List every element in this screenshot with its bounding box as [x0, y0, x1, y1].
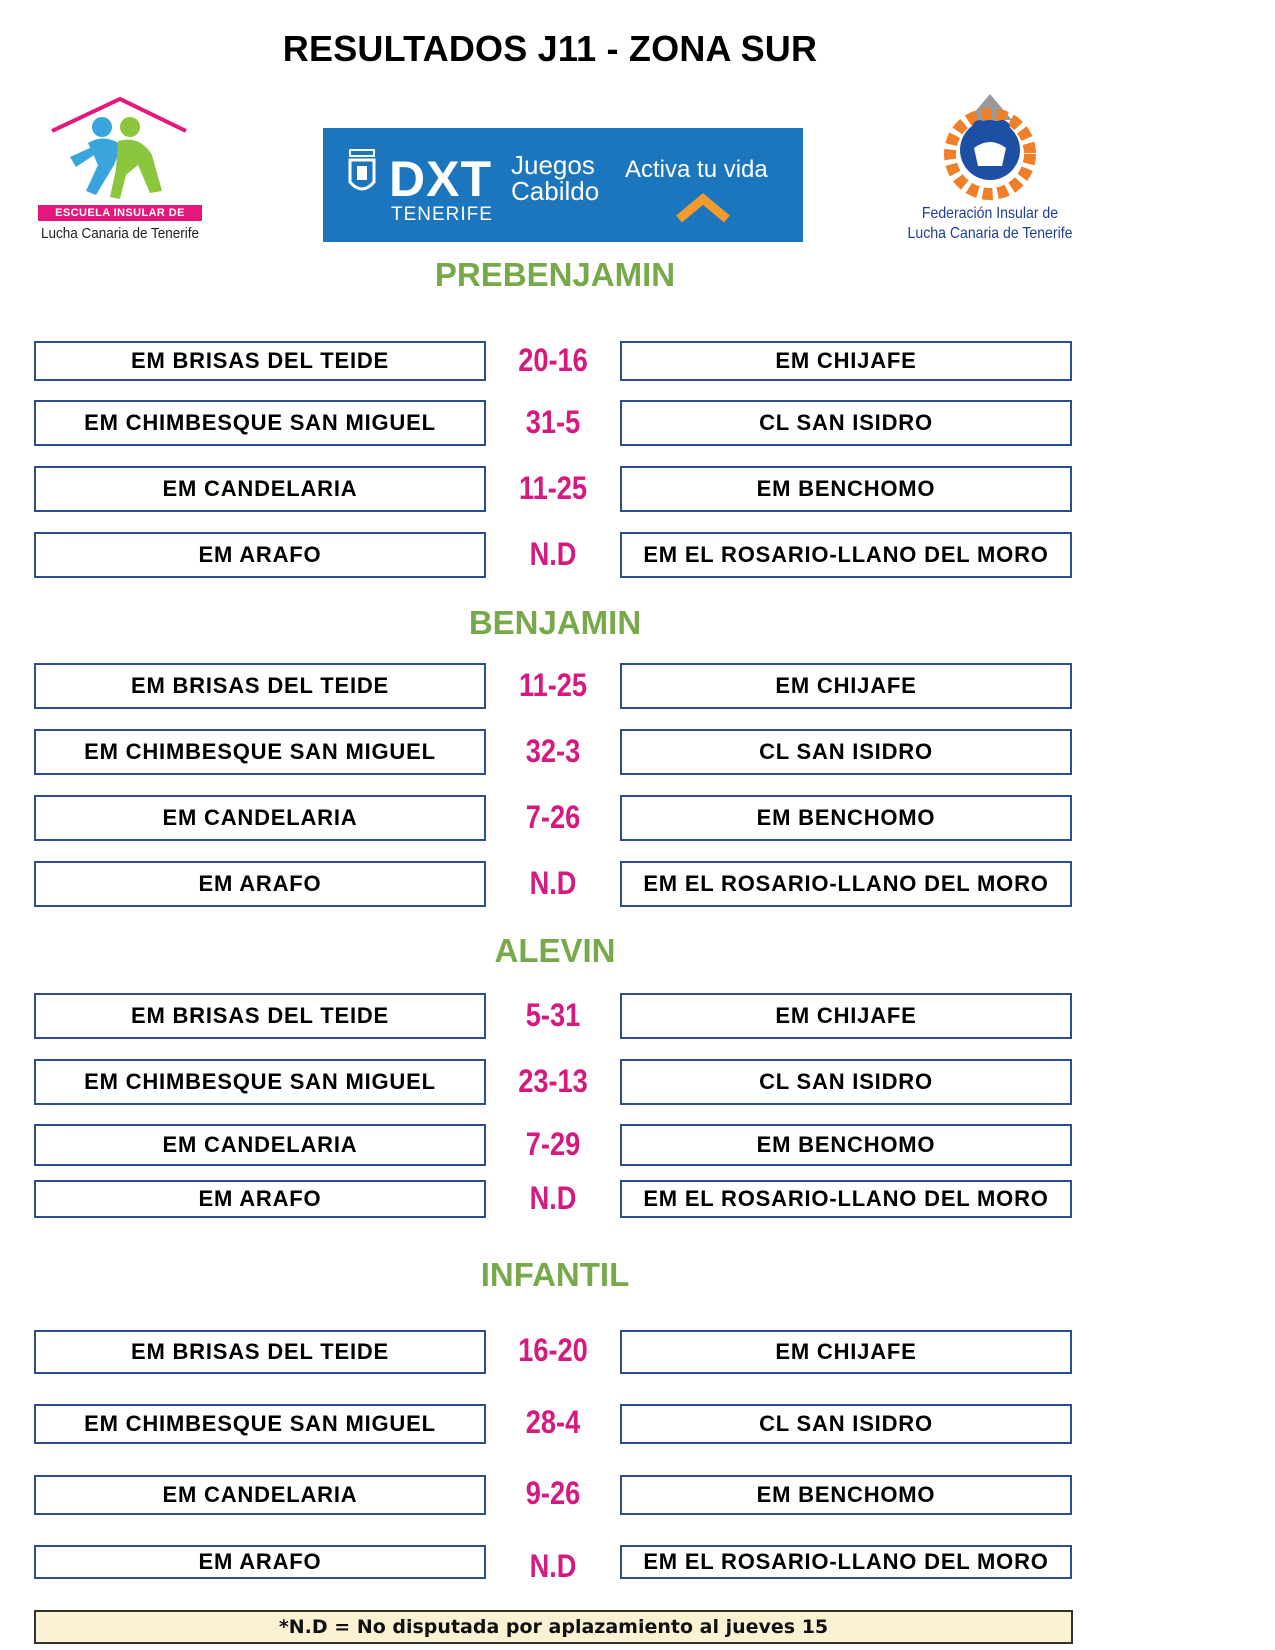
section-title-benjamin: BENJAMIN: [468, 604, 642, 641]
logo-left-text: Lucha Canaria de Tenerife: [40, 225, 200, 242]
match-score: 7-29: [525, 1126, 581, 1162]
match-away-team: EM CHIJAFE: [620, 993, 1072, 1039]
match-home-team: EM CHIMBESQUE SAN MIGUEL: [34, 729, 486, 775]
match-home-team: EM CANDELARIA: [34, 795, 486, 841]
match-score: 23-13: [518, 1063, 588, 1099]
logo-left-banner: ESCUELA INSULAR DE: [38, 205, 202, 221]
match-away-team: EM BENCHOMO: [620, 1124, 1072, 1166]
escuela-insular-logo: [30, 95, 210, 245]
match-score: 28-4: [525, 1404, 581, 1440]
match-away-team: EM CHIJAFE: [620, 1330, 1072, 1374]
banner-tenerife: TENERIFE: [391, 204, 493, 225]
logo-right-text: Federación Insular de Lucha Canaria de Tenerife: [907, 205, 1073, 242]
match-score: N.D: [529, 1548, 577, 1584]
match-home-team: EM CHIMBESQUE SAN MIGUEL: [34, 1404, 486, 1444]
match-score: 5-31: [525, 997, 581, 1033]
match-away-team: CL SAN ISIDRO: [620, 1059, 1072, 1105]
match-away-team: EM EL ROSARIO-LLANO DEL MORO: [620, 861, 1072, 907]
match-away-team: EM BENCHOMO: [620, 795, 1072, 841]
match-score: 31-5: [525, 404, 581, 440]
page-title: RESULTADOS J11 - ZONA SUR: [282, 28, 818, 69]
match-score: N.D: [529, 536, 577, 572]
banner-activa-tu-vida: Activa tu vida: [625, 156, 768, 183]
cabildo-shield-icon: [347, 148, 377, 198]
chevron-up-icon: [675, 193, 731, 223]
match-score: 11-25: [518, 667, 588, 703]
wrestlers-house-icon: [30, 95, 210, 205]
section-title-alevin: ALEVIN: [494, 932, 616, 969]
match-home-team: EM BRISAS DEL TEIDE: [34, 663, 486, 709]
match-home-team: EM CHIMBESQUE SAN MIGUEL: [34, 400, 486, 446]
match-score: 16-20: [518, 1332, 588, 1368]
match-score: 32-3: [525, 733, 581, 769]
match-away-team: EM EL ROSARIO-LLANO DEL MORO: [620, 1545, 1072, 1579]
match-home-team: EM BRISAS DEL TEIDE: [34, 341, 486, 381]
match-home-team: EM CANDELARIA: [34, 1475, 486, 1515]
match-home-team: EM ARAFO: [34, 1180, 486, 1218]
dxt-juegos-cabildo-banner: [323, 128, 803, 242]
match-home-team: EM BRISAS DEL TEIDE: [34, 993, 486, 1039]
match-score: 11-25: [518, 470, 588, 506]
match-home-team: EM CANDELARIA: [34, 1124, 486, 1166]
match-away-team: EM EL ROSARIO-LLANO DEL MORO: [620, 532, 1072, 578]
match-away-team: EM EL ROSARIO-LLANO DEL MORO: [620, 1180, 1072, 1218]
match-away-team: CL SAN ISIDRO: [620, 729, 1072, 775]
match-score: 9-26: [525, 1475, 581, 1511]
match-home-team: EM ARAFO: [34, 532, 486, 578]
match-away-team: CL SAN ISIDRO: [620, 400, 1072, 446]
match-score: N.D: [529, 865, 577, 901]
footnote-nd: *N.D = No disputada por aplazamiento al jueves 15: [34, 1610, 1073, 1644]
banner-dxt: DXT: [389, 151, 492, 207]
match-score: 20-16: [518, 342, 588, 378]
section-title-prebenjamin: PREBENJAMIN: [434, 256, 676, 293]
section-title-infantil: INFANTIL: [480, 1256, 630, 1293]
match-away-team: EM BENCHOMO: [620, 1475, 1072, 1515]
match-home-team: EM CANDELARIA: [34, 466, 486, 512]
match-score: 7-26: [525, 799, 581, 835]
match-away-team: EM CHIJAFE: [620, 663, 1072, 709]
match-home-team: EM ARAFO: [34, 1545, 486, 1579]
match-home-team: EM ARAFO: [34, 861, 486, 907]
match-home-team: EM BRISAS DEL TEIDE: [34, 1330, 486, 1374]
match-home-team: EM CHIMBESQUE SAN MIGUEL: [34, 1059, 486, 1105]
banner-juegos-cabildo: Juegos Cabildo: [511, 150, 600, 206]
match-away-team: CL SAN ISIDRO: [620, 1404, 1072, 1444]
match-away-team: EM CHIJAFE: [620, 341, 1072, 381]
match-score: N.D: [529, 1180, 577, 1216]
match-away-team: EM BENCHOMO: [620, 466, 1072, 512]
federation-wrestlers-gear-icon: [890, 92, 1090, 204]
federacion-insular-logo: [890, 92, 1090, 252]
